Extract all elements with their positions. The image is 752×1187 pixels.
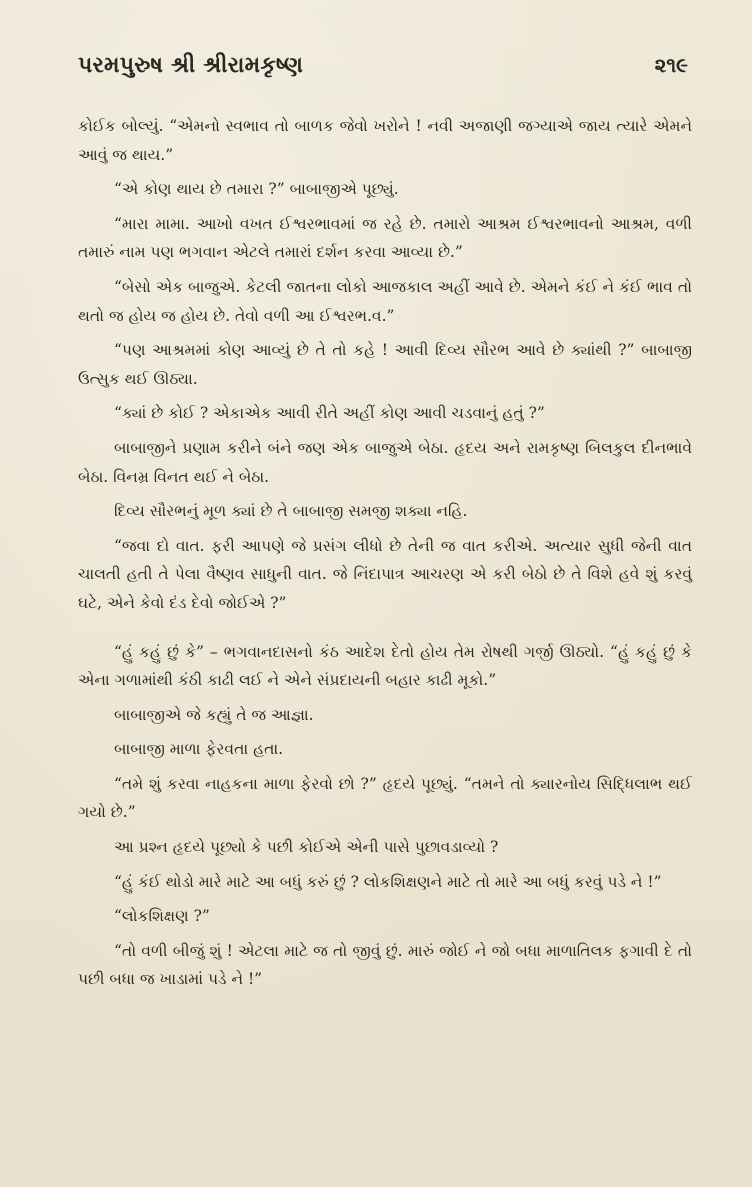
page-header <box>78 52 692 92</box>
paragraph: “હું કંઈ થોડો મારે માટે આ બધું કરું છું ? લોકશિક્ષણને માટે તો મારે આ બધું કરવું પડે ને !” <box>114 872 662 891</box>
paragraph: “તમે શું કરવા નાહકના માળા ફેરવો છો ?” હૃદયે પૂછ્યું. “તમને તો ક્યારનોય સિદ્ધિલાભ થઈ ગયો છે.” <box>78 774 692 822</box>
paragraph: “તો વળી બીજું શું ! એટલા માટે જ તો જીવું છું. મારું જોઈ ને જો બધા માળાતિલક ફગાવી દે તો પછી બધા જ ખાડામાં પડે ને !” <box>78 941 692 989</box>
paragraph: “મારા મામા. આખો વખત ઈશ્વરભાવમાં જ રહે છે. તમારો આશ્રમ ઈશ્વરભાવનો આશ્રમ, વળી તમારું નામ પણ ભગવાન એટલે તમારાં દર્શન કરવા આવ્યા છે.” <box>78 214 692 262</box>
paragraph: “ક્યાં છે કોઈ ? એકાએક આવી રીતે અહીં કોણ આવી ચડવાનું હતું ?” <box>114 404 545 423</box>
paragraph: “હું કહું છું કે” – ભગવાનદાસનો કંઠ આદેશ દેતો હોય તેમ રોષથી ગર્જી ઊઠ્યો. “હું કહું છું કે એના ગળામાંથી કંઠી કાઢી લઈ ને એને સંપ્રદાયની બહાર કાઢી મૂકો.” <box>78 642 692 690</box>
paragraph: “લોકશિક્ષણ ?” <box>114 907 210 926</box>
page-number: ૨૧૯ <box>654 53 688 77</box>
paragraph: “જવા દો વાત. ફરી આપણે જે પ્રસંગ લીધો છે તેની જ વાત કરીએ. અત્યાર સુધી જેની વાત ચાલતી હતી તે પેલા વૈષ્ણવ સાધુની વાત. જે નિંદાપાત્ર આચરણ એ કરી બેઠો છે તે વિશે હવે શું કરવું ઘટે, એને કેવો દંડ દેવો જોઈએ ?” <box>78 536 692 612</box>
paragraph: બાબાજીએ જે કહ્યું તે જ આજ્ઞા. <box>114 705 314 724</box>
page-body <box>78 112 692 994</box>
paragraph: “બેસો એક બાજુએ. કેટલી જાતના લોકો આજકાલ અહીં આવે છે. એમને કંઈ ને કંઈ ભાવ તો થતો જ હોય જ હોય છે. તેવો વળી આ ઈશ્વરભ.વ.” <box>78 277 692 325</box>
paragraph: “એ કોણ થાય છે તમારા ?” બાબાજીએ પૂછ્યું. <box>114 180 399 199</box>
paragraph: બાબાજી માળા ફેરવતા હતા. <box>114 740 284 759</box>
paragraph: દિવ્ય સૌરભનું મૂળ ક્યાં છે તે બાબાજી સમજી શક્યા નહિ. <box>114 502 468 521</box>
running-title: પરમપુરુષ શ્રી શ્રીરામકૃષ્ણ <box>78 52 304 78</box>
paragraph: બાબાજીને પ્રણામ કરીને બંને જણ એક બાજુએ બેઠા. હૃદય અને રામકૃષ્ણ બિલકુલ દીનભાવે બેઠા. વિનમ્ર વિનત થઈ ને બેઠા. <box>78 438 692 486</box>
paragraph: કોઈક બોલ્યું. “એમનો સ્વભાવ તો બાળક જેવો ખરોને ! નવી અજાણી જગ્યાએ જાય ત્યારે એમને આવું જ થાય.” <box>78 117 692 164</box>
paragraph: આ પ્રશ્ન હૃદયે પૂછ્યો કે પછી કોઈએ એની પાસે પુછાવડાવ્યો ? <box>114 838 499 857</box>
paragraph: “પણ આશ્રમમાં કોણ આવ્યું છે તે તો કહે ! આવી દિવ્ય સૌરભ આવે છે ક્યાંથી ?” બાબાજી ઉત્સુક થઈ ઊઠ્યા. <box>78 341 692 388</box>
